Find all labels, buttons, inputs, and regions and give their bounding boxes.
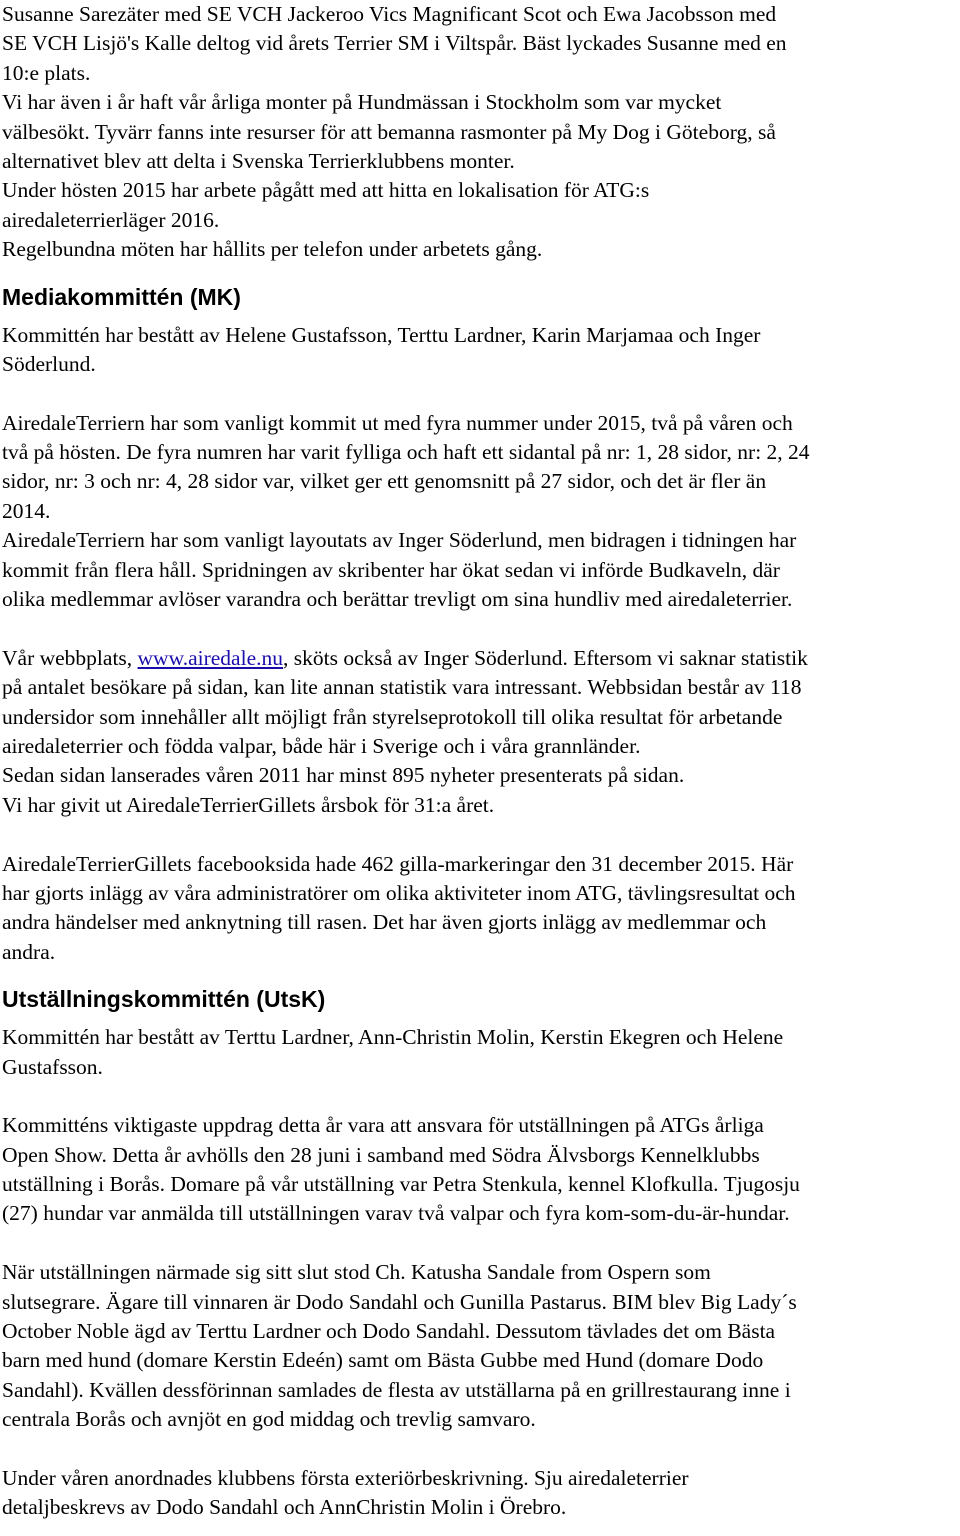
text-span: , sköts också av Inger Söderlund. Eftersom vi saknar statistik: [283, 645, 808, 670]
show-results-paragraph: [2, 1258, 960, 1434]
text-line: October Noble ägd av Terttu Lardner och Dodo Sandahl. Dessutom tävlades det om Bästa: [2, 1319, 776, 1344]
website-link[interactable]: www.airedale.nu: [137, 645, 283, 670]
text-line: Sedan sidan lanserades våren 2011 har minst 895 nyheter presenterats på sidan.: [2, 763, 685, 788]
text-line: centrala Borås och avnjöt en god middag och trevlig samvaro.: [2, 1407, 536, 1432]
text-line: [2, 644, 960, 673]
show-committee-heading: Utställningskommittén (UtsK): [2, 986, 326, 1013]
text-line: välbesökt. Tyvärr fanns inte resurser för att bemanna rasmonter på My Dog i Göteborg, så: [2, 119, 776, 144]
text-line: AiredaleTerriern har som vanligt layoutats av Inger Söderlund, men bidragen i tidningen har: [2, 528, 797, 553]
text-line: slutsegrare. Ägare till vinnaren är Dodo Sandahl och Gunilla Pastarus. BIM blev Big Lady´s: [2, 1289, 797, 1314]
text-line: sidor, nr: 3 och nr: 4, 28 sidor var, vilket ger ett genomsnitt på 27 sidor, och det är fler än: [2, 469, 767, 494]
facebook-paragraph: [2, 850, 960, 968]
intro-paragraph: [2, 0, 960, 265]
exterior-paragraph: [2, 1464, 960, 1523]
text-line: utställning i Borås. Domare på vår utställning var Petra Stenkula, kennel Klofkulla. Tjugosju: [2, 1172, 800, 1197]
magazine-paragraph: [2, 409, 960, 615]
text-line: airedaleterrier och födda valpar, både här i Sverige och i våra grannländer.: [2, 733, 641, 758]
text-line: Under våren anordnades klubbens första exteriörbeskrivning. Sju airedaleterrier: [2, 1465, 689, 1490]
text-line: andra.: [2, 939, 56, 964]
text-line: Under hösten 2015 har arbete pågått med att hitta en lokalisation för ATG:s: [2, 178, 650, 203]
text-line: undersidor som innehåller allt möjligt från styrelseprotokoll till olika resultat för arbetande: [2, 704, 783, 729]
text-line: på antalet besökare på sidan, kan lite annan statistik vara intressant. Webbsidan består av 118: [2, 675, 802, 700]
text-line: Kommittén har bestått av Helene Gustafsson, Terttu Lardner, Karin Marjamaa och Inger: [2, 322, 761, 347]
text-line: Söderlund.: [2, 351, 96, 376]
text-line: barn med hund (domare Kerstin Edeén) samt om Bästa Gubbe med Hund (domare Dodo: [2, 1348, 764, 1373]
text-line: olika medlemmar avlöser varandra och berättar trevligt om sina hundliv med airedaleterrier.: [2, 587, 793, 612]
media-committee-heading: Mediakommittén (MK): [2, 283, 241, 310]
text-span: Vår webbplats,: [2, 645, 138, 670]
website-paragraph: [2, 644, 960, 820]
text-line: Susanne Sarezäter med SE VCH Jackeroo Vics Magnificant Scot och Ewa Jacobsson med: [2, 2, 777, 26]
text-line: detaljbeskrevs av Dodo Sandahl och AnnChristin Molin i Örebro.: [2, 1495, 567, 1520]
text-line: kommit från flera håll. Spridningen av skribenter har ökat sedan vi införde Budkaveln, där: [2, 557, 780, 582]
text-line: AiredaleTerriern har som vanligt kommit ut med fyra nummer under 2015, två på våren och: [2, 410, 793, 435]
text-line: Open Show. Detta år avhölls den 28 juni i samband med Södra Älvsborgs Kennelklubbs: [2, 1142, 760, 1167]
text-line: Kommitténs viktigaste uppdrag detta år vara att ansvara för utställningen på ATGs årliga: [2, 1113, 764, 1138]
text-line: Vi har givit ut AiredaleTerrierGillets årsbok för 31:a året.: [2, 792, 495, 817]
text-line: (27) hundar var anmälda till utställningen varav två valpar och fyra kom-som-du-är-hundar.: [2, 1201, 790, 1226]
text-line: SE VCH Lisjö's Kalle deltog vid årets Terrier SM i Viltspår. Bäst lyckades Susanne med en: [2, 31, 787, 56]
text-line: andra händelser med anknytning till rasen. Det har även gjorts inlägg av medlemmar och: [2, 910, 767, 935]
text-line: alternativet blev att delta i Svenska Terrierklubbens monter.: [2, 148, 515, 173]
text-line: Regelbundna möten har hållits per telefon under arbetets gång.: [2, 237, 543, 262]
show-members-paragraph: [2, 1023, 960, 1082]
show-task-paragraph: [2, 1111, 960, 1229]
text-line: airedaleterrierläger 2016.: [2, 207, 220, 232]
text-line: Vi har även i år haft vår årliga monter på Hundmässan i Stockholm som var mycket: [2, 90, 722, 115]
text-line: två på hösten. De fyra numren har varit fylliga och haft ett sidantal på nr: 1, 28 sidor, nr: 2, 24: [2, 440, 810, 465]
text-line: När utställningen närmade sig sitt slut stod Ch. Katusha Sandale from Ospern som: [2, 1260, 711, 1285]
text-line: AiredaleTerrierGillets facebooksida hade 462 gilla-markeringar den 31 december 2015. Här: [2, 851, 794, 876]
text-line: Kommittén har bestått av Terttu Lardner, Ann-Christin Molin, Kerstin Ekegren och Helene: [2, 1025, 784, 1050]
text-line: Sandahl). Kvällen dessförinnan samlades de flesta av utställarna på en grillrestaurang inne i: [2, 1377, 791, 1402]
text-line: har gjorts inlägg av våra administratörer om olika aktiviteter inom ATG, tävlingsresultat och: [2, 880, 796, 905]
text-line: 2014.: [2, 498, 51, 523]
media-members-paragraph: [2, 321, 960, 380]
text-line: 10:e plats.: [2, 60, 91, 85]
text-line: Gustafsson.: [2, 1054, 103, 1079]
